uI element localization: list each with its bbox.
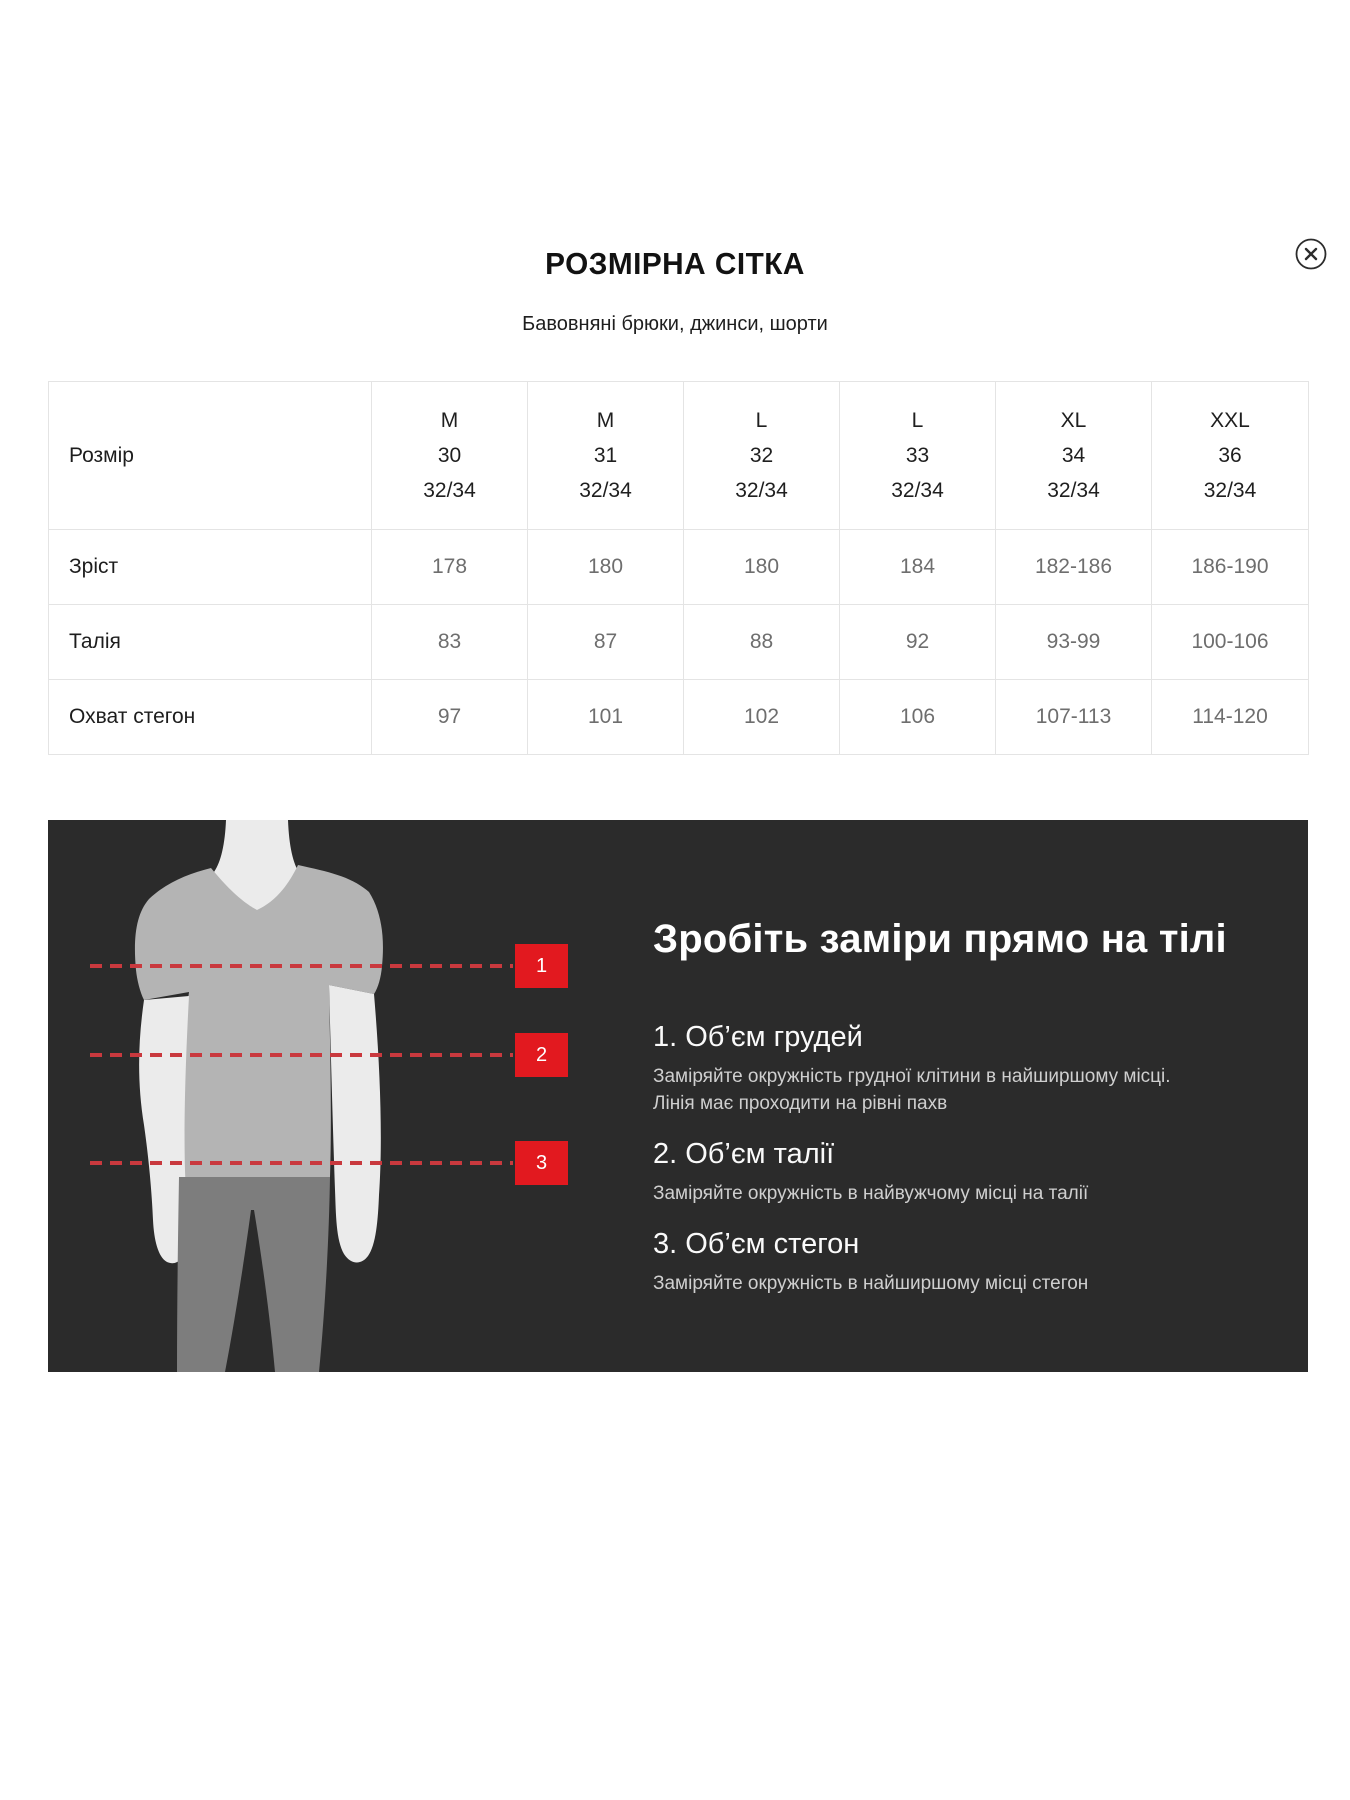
table-cell: 83 xyxy=(372,605,528,680)
size-letter: M xyxy=(440,409,459,432)
marker-2-badge: 2 xyxy=(515,1033,568,1077)
size-column-header xyxy=(684,382,840,530)
size-column-header xyxy=(840,382,996,530)
table-cell: 114-120 xyxy=(1152,680,1309,755)
measurement-panel xyxy=(48,820,1308,1372)
size-number: 34 xyxy=(1061,444,1086,467)
size-number: 33 xyxy=(905,444,930,467)
size-intl: 32/34 xyxy=(579,479,632,502)
size-number: 31 xyxy=(593,444,618,467)
table-cell: 180 xyxy=(528,530,684,605)
section-title: 1. Об’єм грудей xyxy=(653,1021,863,1053)
size-intl: 32/34 xyxy=(735,479,788,502)
section-desc-line: Заміряйте окружність в найширшому місці стегон xyxy=(653,1273,1089,1294)
table-cell: 180 xyxy=(684,530,840,605)
table-cell: 184 xyxy=(840,530,996,605)
table-cell: 93-99 xyxy=(996,605,1152,680)
size-number: 36 xyxy=(1218,444,1242,467)
size-number: 30 xyxy=(437,444,462,467)
size-intl: 32/34 xyxy=(1047,479,1100,502)
table-cell: 178 xyxy=(372,530,528,605)
row-label: Зріст xyxy=(49,530,372,605)
panel-heading: Зробіть заміри прямо на тілі xyxy=(653,917,1227,961)
table-cell: 102 xyxy=(684,680,840,755)
size-letter: M xyxy=(596,409,615,432)
size-intl: 32/34 xyxy=(423,479,476,502)
table-cell: 92 xyxy=(840,605,996,680)
section-desc-line: Заміряйте окружність грудної клітини в найширшому місці. xyxy=(653,1066,1171,1087)
size-row-header: Розмір xyxy=(49,382,372,530)
section-title: 3. Об’єм стегон xyxy=(653,1228,860,1260)
table-cell: 88 xyxy=(684,605,840,680)
table-cell: 186-190 xyxy=(1152,530,1309,605)
size-intl: 32/34 xyxy=(1203,479,1257,502)
table-cell: 101 xyxy=(528,680,684,755)
size-intl: 32/34 xyxy=(891,479,944,502)
size-column-header xyxy=(528,382,684,530)
size-letter: L xyxy=(911,409,924,432)
measurement-instructions xyxy=(653,916,1273,1317)
size-column-header xyxy=(996,382,1152,530)
table-cell: 97 xyxy=(372,680,528,755)
silhouette-right-arm xyxy=(329,985,381,1263)
section-desc-line: Заміряйте окружність в найвужчому місці на талії xyxy=(653,1183,1089,1204)
table-cell: 87 xyxy=(528,605,684,680)
section-desc-line: Лінія має проходити на рівні пахв xyxy=(653,1093,948,1114)
marker-3-badge: 3 xyxy=(515,1141,568,1185)
table-row-height xyxy=(49,530,1309,605)
table-cell: 107-113 xyxy=(996,680,1152,755)
size-table xyxy=(48,381,1309,755)
section-chest xyxy=(653,1020,1273,1117)
size-table-header-row xyxy=(49,382,1309,530)
marker-1-badge: 1 xyxy=(515,944,568,988)
size-column-header xyxy=(1152,382,1309,530)
section-waist xyxy=(653,1137,1273,1207)
section-hips xyxy=(653,1227,1273,1297)
size-number: 32 xyxy=(749,444,774,467)
silhouette-pants xyxy=(177,1177,330,1372)
size-letter: XL xyxy=(1060,409,1087,432)
size-letter: XXL xyxy=(1210,409,1250,432)
size-letter: L xyxy=(755,409,768,432)
table-cell: 100-106 xyxy=(1152,605,1309,680)
page-subtitle: Бавовняні брюки, джинси, шорти xyxy=(522,313,828,335)
page-title: РОЗМІРНА СІТКА xyxy=(545,246,805,281)
table-cell: 182-186 xyxy=(996,530,1152,605)
size-column-header xyxy=(372,382,528,530)
table-row-hips xyxy=(49,680,1309,755)
row-label: Охват стегон xyxy=(49,680,372,755)
table-cell: 106 xyxy=(840,680,996,755)
row-label: Талія xyxy=(49,605,372,680)
table-row-waist xyxy=(49,605,1309,680)
section-title: 2. Об’єм талії xyxy=(653,1138,835,1170)
